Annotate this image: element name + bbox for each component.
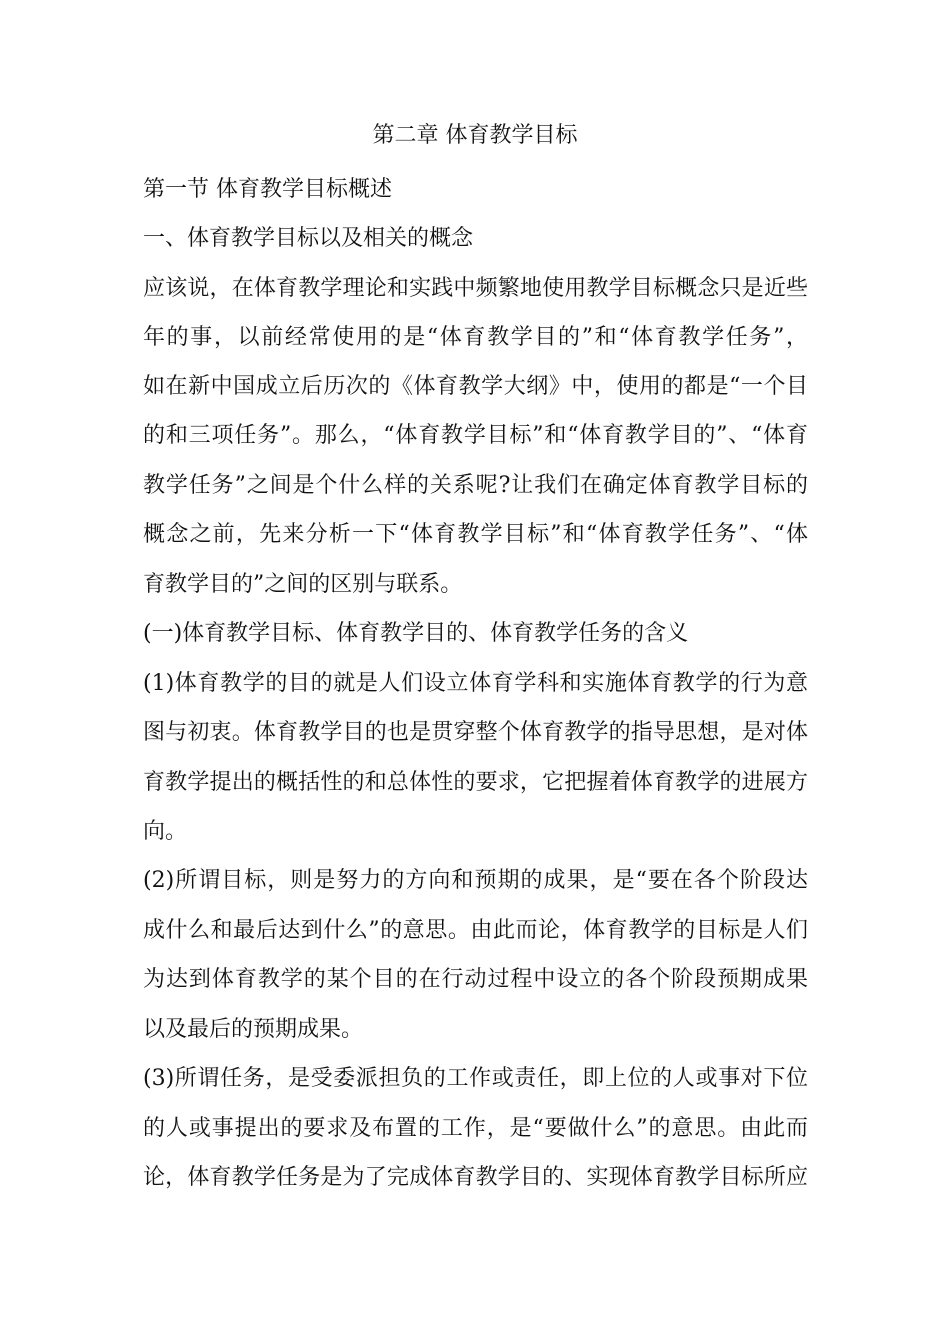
subsection-title: 一、体育教学目标以及相关的概念 <box>143 226 474 251</box>
paragraph-line: (3)所谓任务，是受委派担负的工作或责任，即上位的人或事对下位 <box>143 1066 808 1091</box>
chapter-title: 第二章 体育教学目标 <box>372 123 578 148</box>
paragraph-line: (1)体育教学的目的就是人们设立体育学科和实施体育教学的行为意 <box>143 671 808 696</box>
paragraph-line: 应该说，在体育教学理论和实践中频繁地使用教学目标概念只是近些 <box>143 276 808 301</box>
paragraph-line: 向。 <box>143 819 188 844</box>
paragraph-line: 年的事，以前经常使用的是“体育教学目的”和“体育教学任务”， <box>143 325 808 350</box>
paragraph-line: (2)所谓目标，则是努力的方向和预期的成果，是“要在各个阶段达 <box>143 868 808 893</box>
list-heading: (一)体育教学目标、体育教学目的、体育教学任务的含义 <box>143 621 689 646</box>
paragraph-line: 以及最后的预期成果。 <box>143 1017 364 1042</box>
paragraph-line: 的人或事提出的要求及布置的工作，是“要做什么”的意思。由此而 <box>143 1116 808 1141</box>
section-title: 第一节 体育教学目标概述 <box>143 177 392 202</box>
paragraph-line: 论，体育教学任务是为了完成体育教学目的、实现体育教学目标所应 <box>143 1165 808 1190</box>
paragraph-line: 为达到体育教学的某个目的在行动过程中设立的各个阶段预期成果 <box>143 967 808 992</box>
paragraph-line: 概念之前，先来分析一下“体育教学目标”和“体育教学任务”、“体 <box>143 522 808 547</box>
paragraph-line: 教学任务”之间是个什么样的关系呢?让我们在确定体育教学目标的 <box>143 473 808 498</box>
paragraph-line: 图与初衷。体育教学目的也是贯穿整个体育教学的指导思想，是对体 <box>143 720 808 745</box>
paragraph-line: 育教学目的”之间的区别与联系。 <box>143 572 463 597</box>
paragraph-line: 育教学提出的概括性的和总体性的要求，它把握着体育教学的进展方 <box>143 770 808 795</box>
paragraph-line: 的和三项任务”。那么，“体育教学目标”和“体育教学目的”、“体育 <box>143 423 808 448</box>
paragraph-line: 成什么和最后达到什么”的意思。由此而论，体育教学的目标是人们 <box>143 918 808 943</box>
paragraph-line: 如在新中国成立后历次的《体育教学大纲》中，使用的都是“一个目 <box>143 374 808 399</box>
